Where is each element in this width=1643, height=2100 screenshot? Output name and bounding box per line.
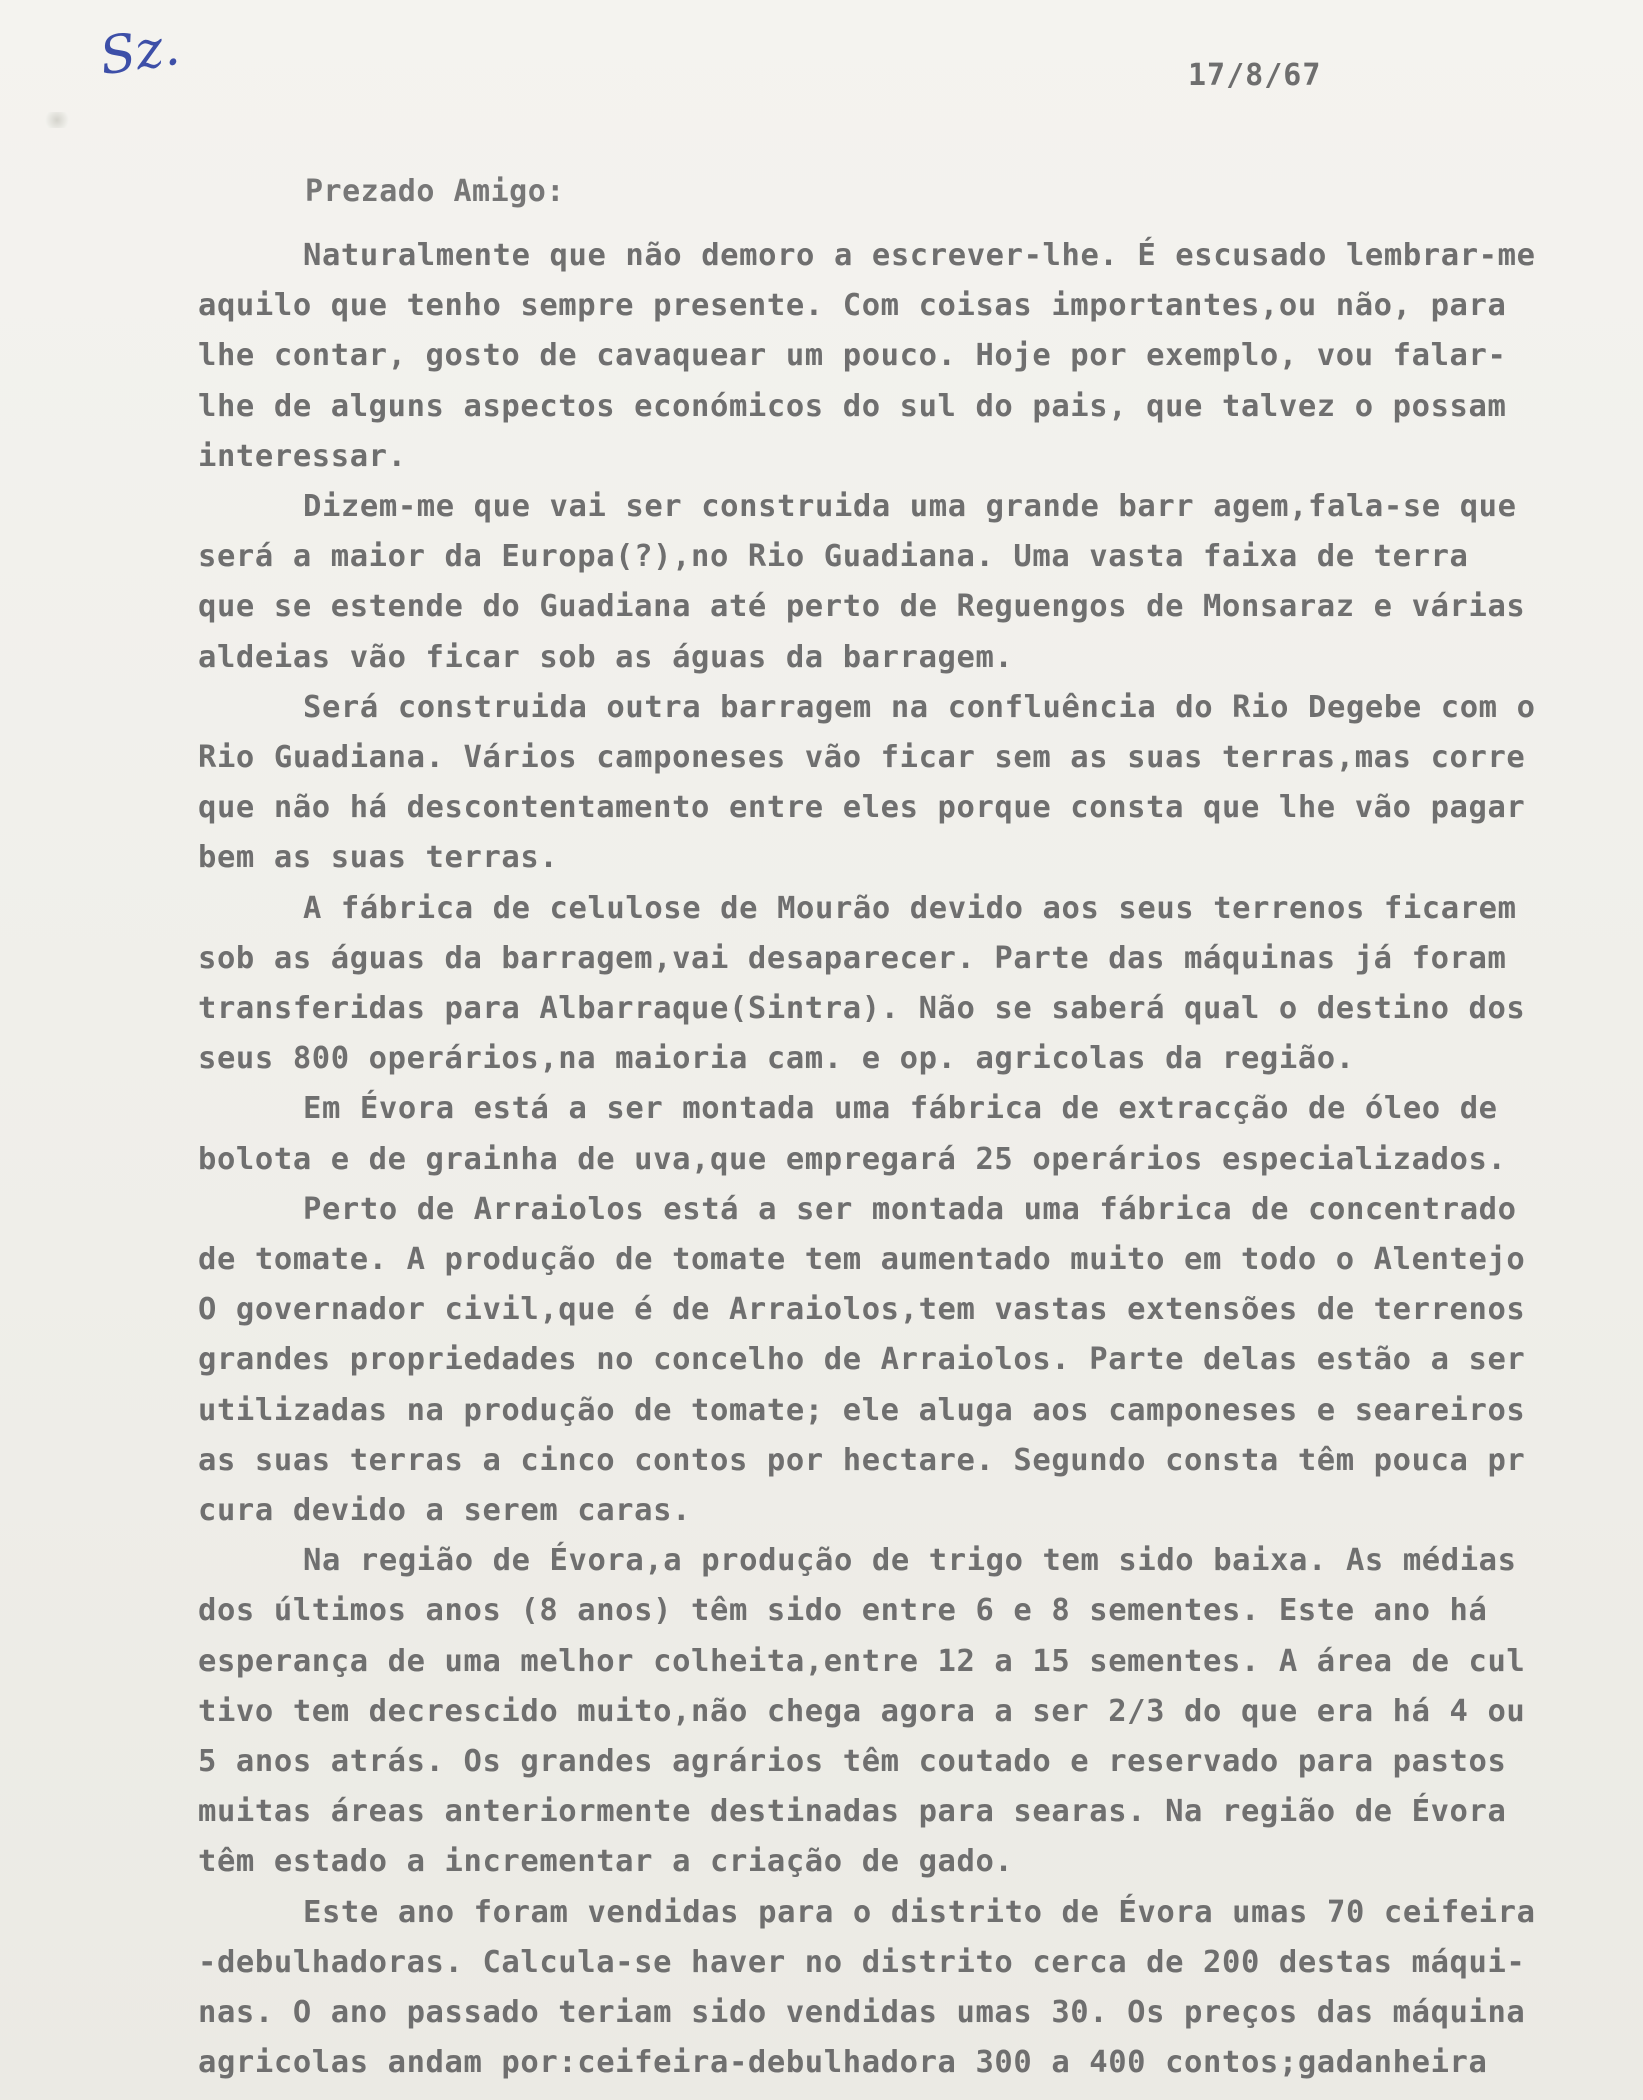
letter-line: nas. O ano passado teriam sido vendidas umas 30. Os preços das máquina [198, 1995, 1526, 2030]
letter-line: 5 anos atrás. Os grandes agrários têm coutado e reservado para pastos [198, 1744, 1507, 1779]
letter-line: agricolas andam por:ceifeira-debulhadora 300 a 400 contos;gadanheira [198, 2045, 1488, 2081]
letter-line: Rio Guadiana. Vários camponeses vão ficar sem as suas terras,mas corre [198, 740, 1526, 775]
letter-line: sob as águas da barragem,vai desaparecer. Parte das máquinas já foram [198, 940, 1507, 976]
letter-line: cura devido a serem caras. [198, 1493, 692, 1528]
letter-line: aquilo que tenho sempre presente. Com coisas importantes,ou não, para [198, 288, 1507, 324]
letter-line: transferidas para Albarraque(Sintra). Não se saberá qual o destino dos [198, 991, 1526, 1026]
letter-line: seus 800 operários,na maioria cam. e op. agricolas da região. [198, 1041, 1355, 1077]
letter-line: bem as suas terras. [198, 840, 559, 876]
letter-line: que se estende do Guadiana até perto de Reguengos de Monsaraz e várias [198, 589, 1526, 625]
letter-line: bolota e de grainha de uva,que empregará 25 operários especializados. [198, 1141, 1507, 1177]
letter-line: Na região de Évora,a produção de trigo tem sido baixa. As médias [303, 1543, 1517, 1579]
letter-line: Será construida outra barragem na confluência do Rio Degebe com o [303, 689, 1536, 725]
letter-line: A fábrica de celulose de Mourão devido aos seus terrenos ficarem [303, 890, 1517, 926]
letter-line: Este ano foram vendidas para o distrito de Évora umas 70 ceifeira [303, 1894, 1536, 1930]
letter-line: O governador civil,que é de Arraiolos,tem vastas extensões de terrenos [198, 1292, 1526, 1328]
letter-line: -debulhadoras. Calcula-se haver no distrito cerca de 200 destas máqui- [198, 1944, 1526, 1980]
letter-line: Em Évora está a ser montada uma fábrica de extracção de óleo de [303, 1091, 1498, 1127]
letter-line: esperança de uma melhor colheita,entre 12 a 15 sementes. A área de cul [198, 1643, 1526, 1679]
letter-line: Perto de Arraiolos está a ser montada uma fábrica de concentrado [303, 1191, 1517, 1227]
salutation: Prezado Amigo: [305, 174, 565, 209]
letter-line: de tomate. A produção de tomate tem aumentado muito em todo o Alentejo [198, 1242, 1526, 1277]
letter-line: as suas terras a cinco contos por hectare. Segundo consta têm pouca pr [198, 1442, 1526, 1478]
letter-line: lhe de alguns aspectos económicos do sul do pais, que talvez o possam [198, 388, 1507, 424]
handwritten-mark: Sz. [96, 16, 184, 88]
letter-line: aldeias vão ficar sob as águas da barragem. [198, 639, 1014, 675]
letter-line: Naturalmente que não demoro a escrever-lhe. É escusado lembrar-me [303, 238, 1536, 273]
letter-date: 17/8/67 [1188, 58, 1322, 93]
letter-line: utilizadas na produção de tomate; ele aluga aos camponeses e seareiros [198, 1392, 1526, 1428]
letter-line: têm estado a incrementar a criação de gado. [198, 1844, 1014, 1880]
letter-line: Dizem-me que vai ser construida uma grande barr agem,fala-se que [303, 489, 1517, 524]
paper-speck [42, 112, 72, 128]
letter-line: será a maior da Europa(?),no Rio Guadiana. Uma vasta faixa de terra [198, 539, 1469, 575]
letter-line: dos últimos anos (8 anos) têm sido entre 6 e 8 sementes. Este ano há [198, 1593, 1488, 1629]
letter-line: muitas áreas anteriormente destinadas para searas. Na região de Évora [198, 1794, 1507, 1830]
letter-line: interessar. [198, 438, 407, 474]
letter-line: grandes propriedades no concelho de Arraiolos. Parte delas estão a ser [198, 1342, 1526, 1378]
letter-line: que não há descontentamento entre eles porque consta que lhe vão pagar [198, 790, 1526, 826]
letter-line: tivo tem decrescido muito,não chega agora a ser 2/3 do que era há 4 ou [198, 1693, 1526, 1729]
letter-line: lhe contar, gosto de cavaquear um pouco. Hoje por exemplo, vou falar- [198, 338, 1507, 374]
